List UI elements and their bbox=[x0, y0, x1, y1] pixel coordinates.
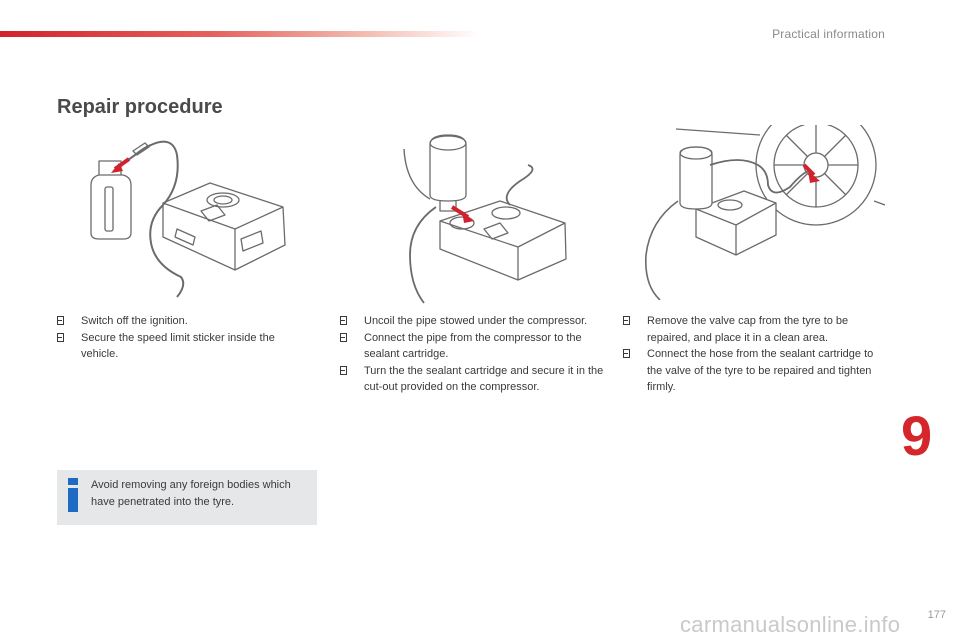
step-text: Connect the pipe from the compressor to the sealant cartridge. bbox=[364, 331, 582, 360]
step-text: Remove the valve cap from the tyre to be repaired, and place it in a clean area. bbox=[647, 315, 849, 344]
page-title: Repair procedure bbox=[57, 96, 223, 118]
page-number: 177 bbox=[927, 609, 946, 621]
step-text: Secure the speed limit sticker inside the vehicle. bbox=[81, 331, 275, 360]
list-item bbox=[623, 313, 885, 346]
step-text: Uncoil the pipe stowed under the compressor. bbox=[364, 315, 588, 327]
checkbox-bullet-icon bbox=[623, 316, 630, 325]
header-accent-bar bbox=[0, 31, 480, 37]
list-item bbox=[340, 363, 608, 396]
checkbox-bullet-icon bbox=[57, 316, 64, 325]
section-title: Practical information bbox=[772, 27, 885, 41]
steps-column-3 bbox=[623, 313, 885, 396]
compressor-with-cartridge-illustration bbox=[85, 125, 295, 300]
checkbox-bullet-icon bbox=[57, 333, 64, 342]
chapter-number: 9 bbox=[901, 404, 933, 467]
list-item bbox=[57, 330, 312, 363]
checkbox-bullet-icon bbox=[340, 333, 347, 342]
steps-column-2 bbox=[340, 313, 608, 396]
checkbox-bullet-icon bbox=[623, 349, 630, 358]
steps-column-1 bbox=[57, 313, 312, 363]
list-item bbox=[57, 313, 312, 330]
list-item bbox=[623, 346, 885, 396]
watermark: carmanualsonline.info bbox=[680, 612, 901, 637]
info-icon bbox=[67, 478, 79, 512]
step-text: Connect the hose from the sealant cartridge to the valve of the tyre to be repaired and tighten firmly. bbox=[647, 348, 874, 393]
compressor-connected-to-wheel-illustration bbox=[640, 125, 885, 300]
info-note-text: Avoid removing any foreign bodies which have penetrated into the tyre. bbox=[91, 479, 291, 508]
checkbox-bullet-icon bbox=[340, 366, 347, 375]
list-item bbox=[340, 313, 608, 330]
list-item bbox=[340, 330, 608, 363]
cartridge-on-compressor-illustration bbox=[400, 125, 580, 305]
info-note-box bbox=[57, 470, 317, 525]
checkbox-bullet-icon bbox=[340, 316, 347, 325]
step-text: Turn the the sealant cartridge and secure it in the cut-out provided on the compressor. bbox=[364, 364, 604, 393]
step-text: Switch off the ignition. bbox=[81, 315, 188, 327]
